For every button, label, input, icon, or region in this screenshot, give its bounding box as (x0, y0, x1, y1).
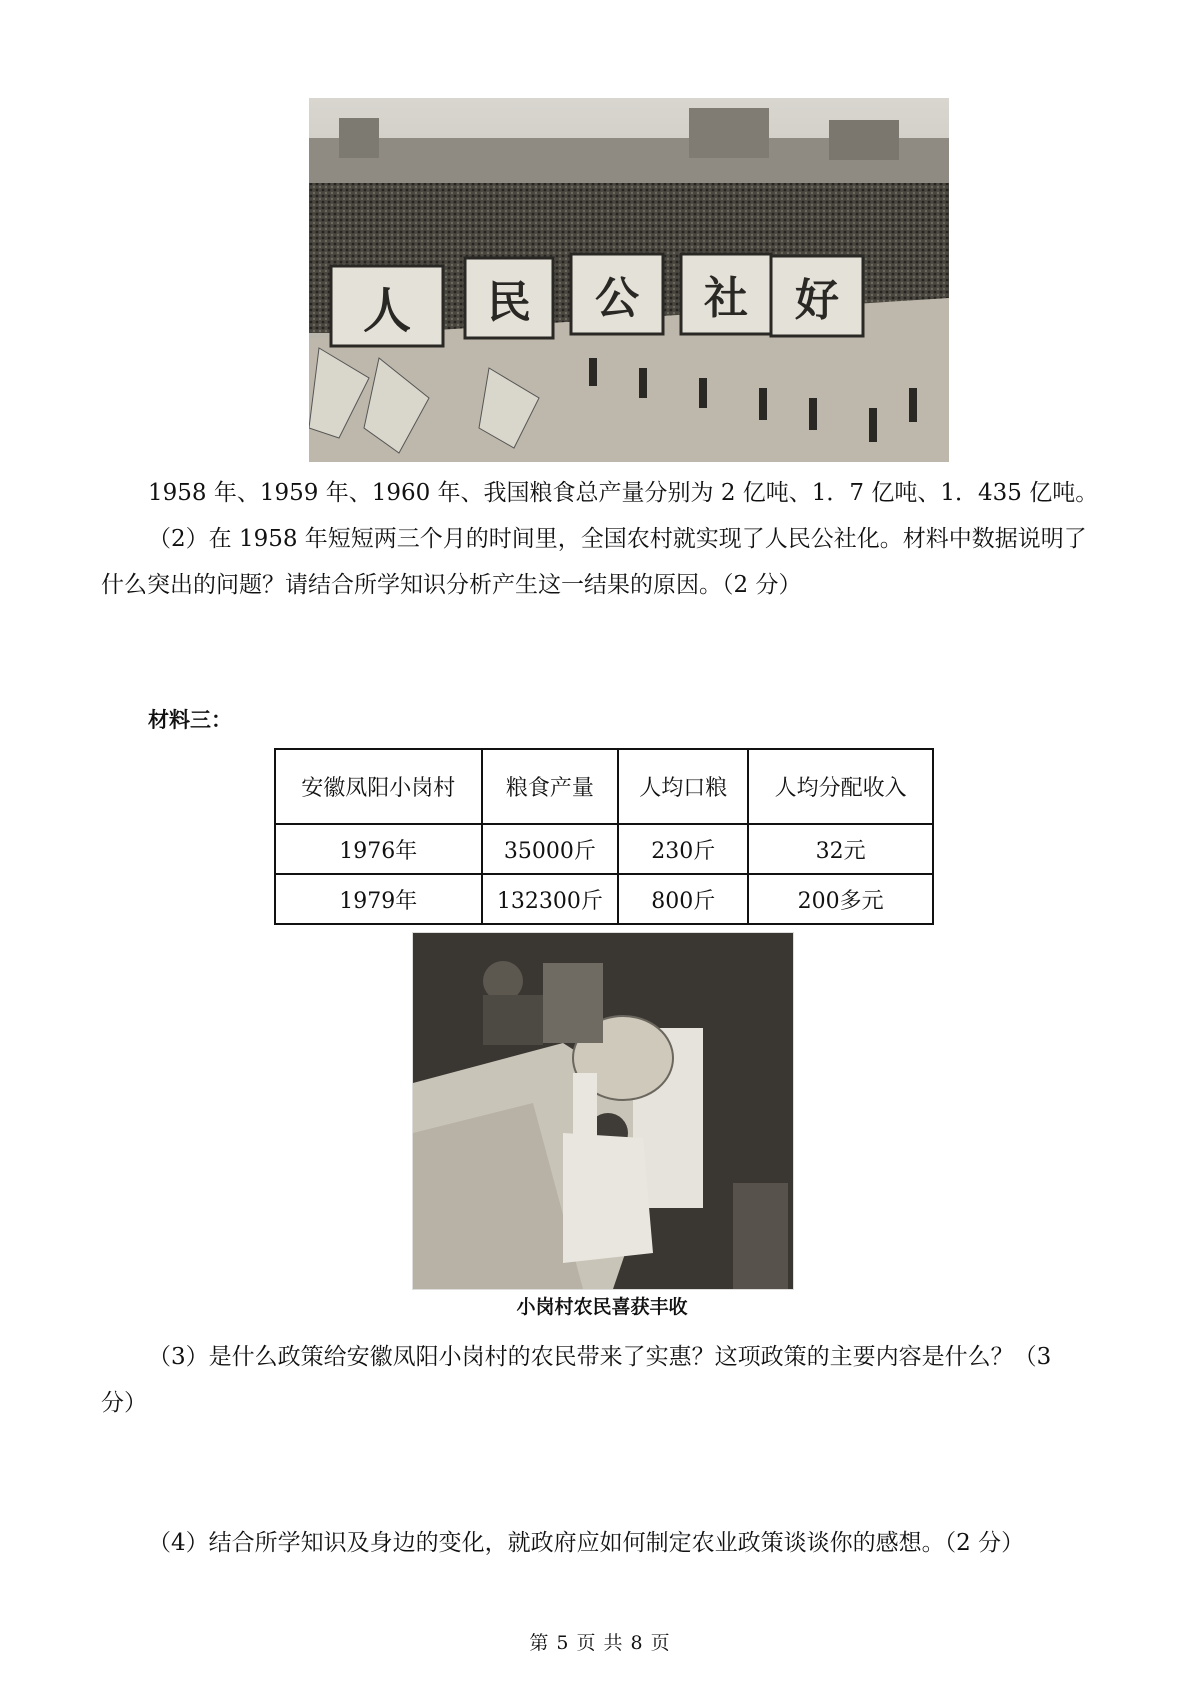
question3-line2: 分） (101, 1390, 147, 1416)
table-row (275, 824, 933, 874)
question2-line1: （2）在 1958 年短短两三个月的时间里，全国农村就实现了人民公社化。材料中数据说明了 (148, 526, 1087, 552)
banner-char-2: 民 (487, 277, 531, 328)
table-header-cell: 粮食产量 (482, 749, 619, 824)
xiaogang-harvest-photo-drawing (413, 933, 793, 1289)
table-cell: 1976年 (275, 824, 482, 874)
table-header-row (275, 749, 933, 824)
table-cell: 230斤 (618, 824, 748, 874)
xiaogang-data-table (274, 748, 934, 925)
question2-line2: 什么突出的问题？请结合所学知识分析产生这一结果的原因。（2 分） (101, 572, 802, 598)
table-cell: 800斤 (618, 874, 748, 924)
material2-grain-output-text: 1958 年、1959 年、1960 年、我国粮食总产量分别为 2 亿吨、1．7 亿吨、1．435 亿吨。 (148, 480, 1099, 506)
table-cell: 35000斤 (482, 824, 619, 874)
commune-rally-photo (309, 98, 949, 462)
table-cell: 132300斤 (482, 874, 619, 924)
table-row (275, 874, 933, 924)
xiaogang-harvest-photo (412, 932, 794, 1290)
banner-char-4: 社 (704, 273, 748, 324)
table-header-cell: 安徽凤阳小岗村 (275, 749, 482, 824)
table-header-cell: 人均分配收入 (748, 749, 933, 824)
banner-char-3: 公 (595, 273, 639, 324)
table-header-cell: 人均口粮 (618, 749, 748, 824)
question3-line1: （3）是什么政策给安徽凤阳小岗村的农民带来了实惠？这项政策的主要内容是什么？（3 (148, 1344, 1052, 1370)
page-number-footer: 第 5 页 共 8 页 (529, 1632, 671, 1654)
banner-char-5: 好 (795, 275, 839, 326)
material3-heading: 材料三： (148, 708, 232, 732)
table-cell: 32元 (748, 824, 933, 874)
banner-char-1: 人 (362, 282, 411, 339)
table-cell: 200多元 (748, 874, 933, 924)
question4-text: （4）结合所学知识及身边的变化，就政府应如何制定农业政策谈谈你的感想。（2 分） (148, 1530, 1025, 1556)
harvest-photo-caption: 小岗村农民喜获丰收 (516, 1296, 688, 1318)
table-cell: 1979年 (275, 874, 482, 924)
